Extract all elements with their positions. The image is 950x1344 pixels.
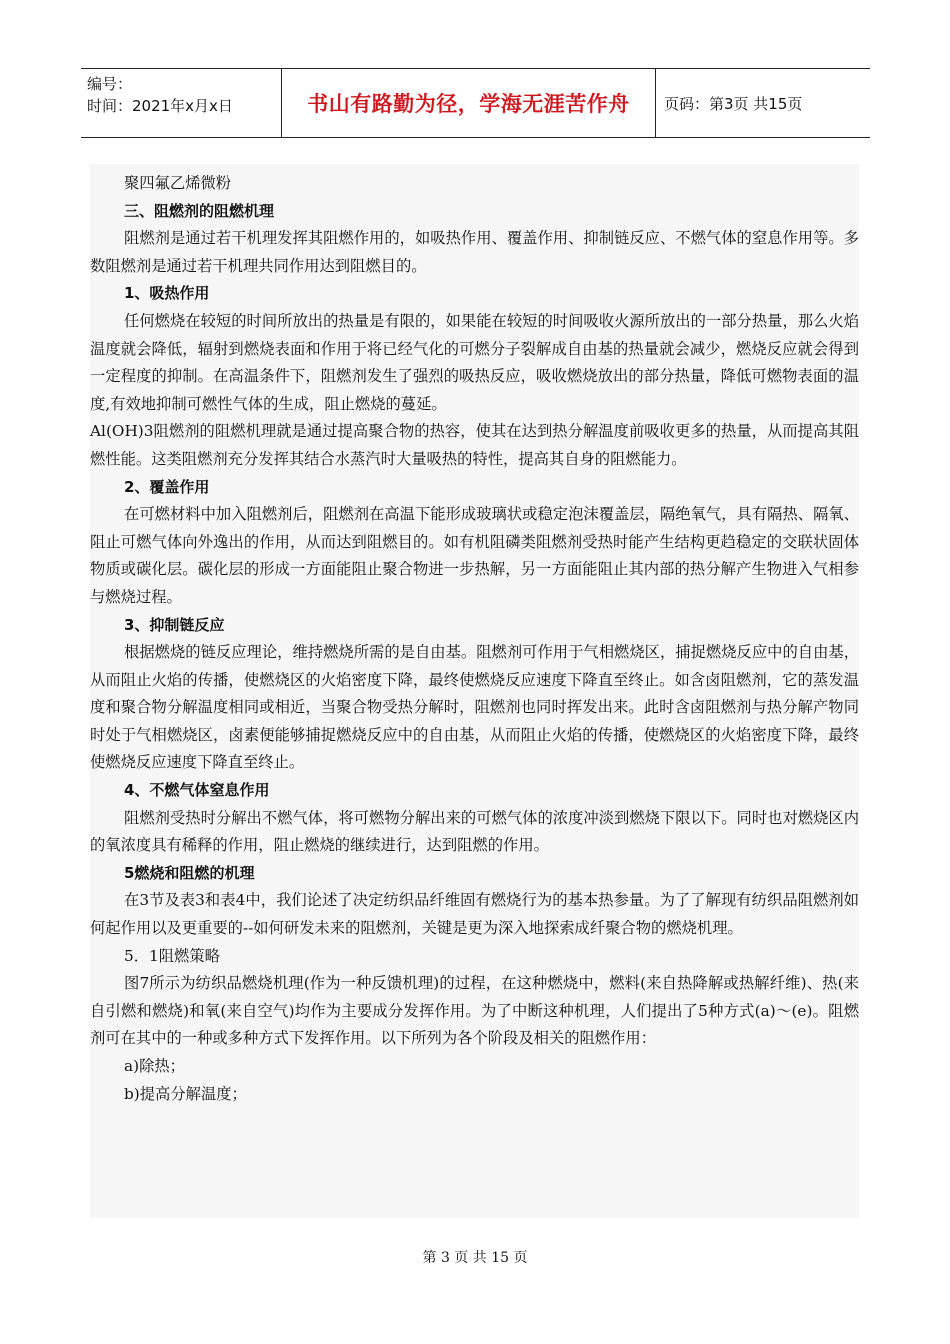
section-heading-mechanism: 三、阻燃剂的阻燃机理 <box>124 201 275 220</box>
paragraph-covering: 在可燃材料中加入阻燃剂后，阻燃剂在高温下能形成玻璃状或稳定泡沫覆盖层，隔绝氧气，具有隔热、隔氧、阻止可燃气体向外逸出的作用，从而达到阻燃目的。如有机阻磷类阻燃剂受热时能产生结构更趋稳定的交联状固体物质或碳化层。碳化层的形成一方面能阻止聚合物进一步热解，另一方面能阻止其内部的热分解产生物进入气相参与燃烧过程。 <box>90 505 859 606</box>
subheading-gas-suffocation: 4、不燃气体窒息作用 <box>124 781 270 800</box>
paragraph-heat-absorption: 任何燃烧在较短的时间所放出的热量是有限的，如果能在较短的时间吸收火源所放出的一部分热量，那么火焰温度就会降低，辐射到燃烧表面和作用于将已经气化的可燃分子裂解成自由基的热量就会减少，燃烧反应就会得到一定程度的抑制。在高温条件下，阻燃剂发生了强烈的吸热反应，吸收燃烧放出的部分热量，降低可燃物表面的温度,有效地抑制可燃性气体的生成，阻止燃烧的蔓延。 <box>90 311 859 413</box>
header-meta <box>81 69 281 137</box>
header-page-code: 页码：第3页 共15页 <box>664 94 803 113</box>
header-motto-cell <box>281 69 656 137</box>
paragraph-ptfe: 聚四氟乙烯微粉 <box>124 174 232 192</box>
subsection-strategy: 5．1阻燃策略 <box>124 946 220 965</box>
subheading-chain-inhibition: 3、抑制链反应 <box>124 615 225 634</box>
list-item-b: b)提高分解温度； <box>124 1084 247 1103</box>
document-body <box>90 164 859 1218</box>
page-header <box>81 68 870 138</box>
list-item-a: a)除热； <box>124 1057 185 1075</box>
paragraph-chain-inhibition: 根据燃烧的链反应理论，维持燃烧所需的是自由基。阻燃剂可作用于气相燃烧区，捕捉燃烧反应中的自由基，从而阻止火焰的传播，使燃烧区的火焰密度下降，最终使燃烧反应速度下降直至终止。如含卤阻燃剂，它的蒸发温度和聚合物分解温度相同或相近，当聚合物受热分解时，阻燃剂也同时挥发出来。此时含卤阻燃剂与热分解产物同时处于气相燃烧区，卤素便能够捕捉燃烧反应中的自由基，从而阻止火焰的传播，使燃烧区的火焰密度下降，最终使燃烧反应速度下降直至终止。 <box>90 643 859 772</box>
paragraph-combustion: 在3节及表3和表4中，我们论述了决定纺织品纤维固有燃烧行为的基本热参量。为了了解现有纺织品阻燃剂如何起作用以及更重要的--如何研发未来的阻燃剂，关键是更为深入地探索成纤聚合物的燃烧机理。 <box>90 891 859 938</box>
section-heading-combustion: 5燃烧和阻燃的机理 <box>124 863 255 882</box>
page-footer: 第 3 页 共 15 页 <box>422 1250 528 1266</box>
doc-number-label: 编号： <box>87 75 133 93</box>
header-motto: 书山有路勤为径，学海无涯苦作舟 <box>307 92 630 116</box>
paragraph-aluminum-hydroxide: Al(OH)3阻燃剂的阻燃机理就是通过提高聚合物的热容，使其在达到热分解温度前吸收更多的热量，从而提高其阻燃性能。这类阻燃剂充分发挥其结合水蒸汽时大量吸热的特性，提高其自身的阻燃能力。 <box>90 422 859 468</box>
doc-time-label: 时间：2021年x月x日 <box>87 97 233 115</box>
subheading-covering: 2、覆盖作用 <box>124 477 210 496</box>
paragraph-strategy: 图7所示为纺织品燃烧机理(作为一种反馈机理)的过程，在这种燃烧中，燃料(来自热降解或热解纤维)、热(来自引燃和燃烧)和氧(来自空气)均作为主要成分发挥作用。为了中断这种机理，人们提出了5种方式(a)～(e)。阻燃剂可在其中的一种或多种方式下发挥作用。以下所列为各个阶段及相关的阻燃作用： <box>90 974 859 1048</box>
paragraph-gas-suffocation: 阻燃剂受热时分解出不燃气体，将可燃物分解出来的可燃气体的浓度冲淡到燃烧下限以下。同时也对燃烧区内的氧浓度具有稀释的作用，阻止燃烧的继续进行，达到阻燃的作用。 <box>90 808 859 855</box>
subheading-heat-absorption: 1、吸热作用 <box>124 284 210 303</box>
paragraph-intro: 阻燃剂是通过若干机理发挥其阻燃作用的，如吸热作用、覆盖作用、抑制链反应、不燃气体的窒息作用等。多数阻燃剂是通过若干机理共同作用达到阻燃目的。 <box>90 229 859 275</box>
